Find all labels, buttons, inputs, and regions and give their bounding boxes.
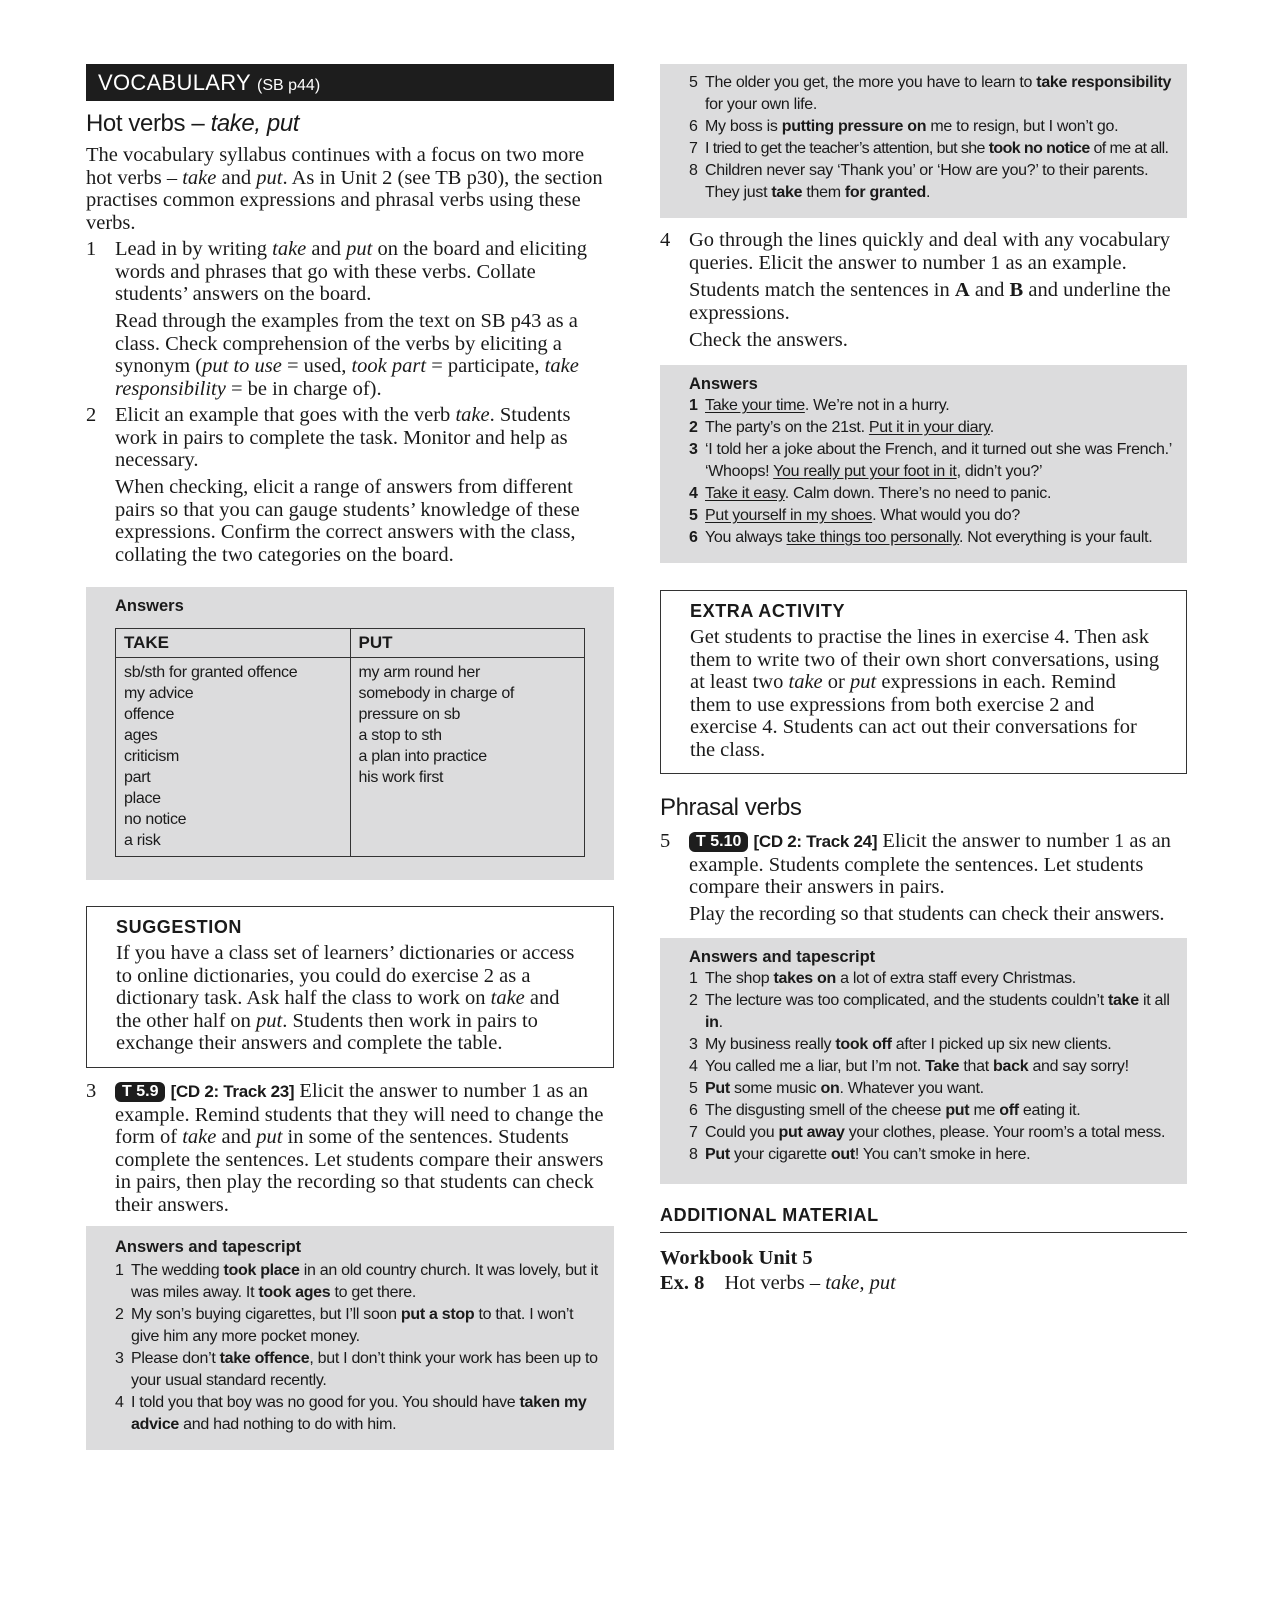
list-item: my advice bbox=[124, 685, 194, 702]
step4-paragraph-1: Go through the lines quickly and deal with any vocabulary queries. Elicit the answer to number 1 as an example. bbox=[689, 229, 1171, 274]
list-item: somebody in charge of bbox=[358, 685, 515, 702]
answers-list-4 bbox=[689, 395, 1177, 549]
step-number-5: 5 bbox=[660, 830, 671, 852]
step4-paragraph-2: Students match the sentences in A and B and underline the expressions. bbox=[689, 279, 1171, 324]
list-item: 6 The disgusting smell of the cheese put me off eating it. bbox=[689, 1102, 1081, 1119]
list-item: 5 The older you get, the more you have to learn to take responsibility for your own life. bbox=[689, 74, 1172, 113]
tapescript-list-1 bbox=[115, 1260, 600, 1436]
list-item: 8 Children never say ‘Thank you’ or ‘How are you?’ to their parents. They just take them for granted. bbox=[689, 162, 1149, 201]
cd-track-label: [CD 2: Track 23] bbox=[170, 1082, 295, 1101]
banner-title: VOCABULARY bbox=[98, 70, 251, 95]
step1-paragraph-1: Lead in by writing take and put on the board and eliciting words and phrases that go with these verbs. Collate students’ answers on the board. bbox=[115, 238, 587, 305]
put-column bbox=[350, 658, 585, 857]
list-item: offence bbox=[124, 706, 175, 723]
suggestion-text: If you have a class set of learners’ dictionaries or access to online dictionaries, you could do exercise 2 as a dictionary task. Ask half the class to work on take and the other half on put. Students then work in pairs to exchange their answers and complete the table. bbox=[116, 942, 575, 1054]
section-heading bbox=[86, 110, 299, 138]
tapescript-panel-1-continued bbox=[660, 64, 1187, 218]
section-banner bbox=[86, 64, 614, 101]
take-header: TAKE bbox=[116, 629, 351, 658]
list-item: 4 I told you that boy was no good for you. You should have taken my advice and had nothing to do with him. bbox=[115, 1394, 587, 1433]
suggestion-box bbox=[86, 906, 614, 1068]
track-tag[interactable]: T 5.10 bbox=[689, 832, 748, 852]
list-item: place bbox=[124, 790, 161, 807]
tapescript-panel-5 bbox=[660, 938, 1187, 1184]
list-item: 4 Take it easy. Calm down. There’s no need to panic. bbox=[689, 485, 1052, 502]
list-item: sb/sth for granted offence bbox=[124, 664, 298, 681]
list-item: 6 My boss is putting pressure on me to resign, but I won’t go. bbox=[689, 118, 1119, 135]
list-item: my arm round her bbox=[358, 664, 480, 681]
list-item: 4 You called me a liar, but I’m not. Take that back and say sorry! bbox=[689, 1058, 1129, 1075]
intro-paragraph: The vocabulary syllabus continues with a focus on two more hot verbs – take and put. As in Unit 2 (see TB p30), the section practises common expressions and phrasal verbs using these verbs. bbox=[86, 144, 603, 234]
list-item: 7 I tried to get the teacher’s attention, but she took no notice of me at all. bbox=[689, 140, 1169, 157]
list-item: ages bbox=[124, 727, 158, 744]
step-number-1: 1 bbox=[86, 238, 97, 260]
list-item: 2 The party’s on the 21st. Put it in your diary. bbox=[689, 419, 994, 436]
list-item: 1 The shop takes on a lot of extra staff every Christmas. bbox=[689, 970, 1076, 987]
list-item: criticism bbox=[124, 748, 180, 765]
tapescript-title: Answers and tapescript bbox=[115, 1238, 302, 1256]
put-header: PUT bbox=[350, 629, 585, 658]
step5-paragraph-2: Play the recording so that students can check their answers. bbox=[689, 903, 1165, 925]
cd-track-label: [CD 2: Track 24] bbox=[753, 832, 878, 851]
step-number-2: 2 bbox=[86, 404, 97, 426]
suggestion-title: SUGGESTION bbox=[116, 917, 243, 937]
workbook-reference: Workbook Unit 5 bbox=[660, 1247, 813, 1269]
exercise-reference: Ex. 8 Hot verbs – take, put bbox=[660, 1272, 896, 1294]
step2-paragraph-2: When checking, elicit a range of answers from different pairs so that you can gauge students’ knowledge of these expressions. Confirm the correct answers with the class, collating the two categories on the board. bbox=[115, 476, 580, 566]
list-item: pressure on sb bbox=[358, 706, 461, 723]
step-number-4: 4 bbox=[660, 229, 671, 251]
list-item: 5 Put yourself in my shoes. What would you do? bbox=[689, 507, 1020, 524]
answers-panel-4 bbox=[660, 365, 1187, 563]
tapescript-panel-1 bbox=[86, 1226, 614, 1450]
track-tag[interactable]: T 5.9 bbox=[115, 1082, 165, 1102]
tapescript-list-1-continued bbox=[689, 72, 1177, 204]
list-item: 2 The lecture was too complicated, and the students couldn’t take it all in. bbox=[689, 992, 1170, 1031]
answers-table-panel bbox=[86, 587, 614, 880]
banner-ref: (SB p44) bbox=[257, 77, 321, 94]
step1-paragraph-2: Read through the examples from the text on SB p43 as a class. Check comprehension of the verbs by eliciting a synonym (put to use = used, took part = participate, take responsibility = be in charge of). bbox=[115, 310, 579, 400]
step5-paragraph-1: T 5.10 [CD 2: Track 24] Elicit the answer to number 1 as an example. Students complete the sentences. Let students compare their answers in pairs. bbox=[689, 830, 1171, 898]
list-item: part bbox=[124, 769, 151, 786]
take-put-table bbox=[115, 628, 585, 857]
list-item: 8 Put your cigarette out! You can’t smoke in here. bbox=[689, 1146, 1031, 1163]
list-item: his work first bbox=[358, 769, 444, 786]
step3-paragraph: T 5.9 [CD 2: Track 23] Elicit the answer to number 1 as an example. Remind students that they will need to change the form of take and put in some of the sentences. Students complete the sentences. Let students compare their answers in pairs, then play the recording so that students can check their answers. bbox=[115, 1080, 604, 1216]
list-item: 3 Please don’t take offence, but I don’t think your work has been up to your usual standard recently. bbox=[115, 1350, 598, 1389]
list-item: 2 My son’s buying cigarettes, but I’ll soon put a stop to that. I won’t give him any more pocket money. bbox=[115, 1306, 574, 1345]
list-item: 3 ‘I told her a joke about the French, and it turned out she was French.’ ‘Whoops! You really put your foot in it, didn’t you?’ bbox=[689, 441, 1172, 480]
phrasal-verbs-heading: Phrasal verbs bbox=[660, 794, 802, 821]
heading-italic: take, put bbox=[210, 110, 300, 137]
list-item: a plan into practice bbox=[358, 748, 487, 765]
heading-text: Hot verbs – bbox=[86, 110, 211, 137]
step4-paragraph-3: Check the answers. bbox=[689, 329, 848, 351]
list-item: a stop to sth bbox=[358, 727, 442, 744]
tapescript-list-5 bbox=[689, 968, 1177, 1166]
take-column bbox=[116, 658, 351, 857]
list-item: 3 My business really took off after I picked up six new clients. bbox=[689, 1036, 1112, 1053]
list-item: a risk bbox=[124, 832, 161, 849]
list-item: 6 You always take things too personally. Not everything is your fault. bbox=[689, 529, 1153, 546]
additional-material-title: ADDITIONAL MATERIAL bbox=[660, 1205, 1187, 1233]
answers-title: Answers bbox=[689, 375, 758, 393]
step-number-3: 3 bbox=[86, 1080, 97, 1102]
answers-title: Answers bbox=[115, 597, 184, 615]
tapescript-title: Answers and tapescript bbox=[689, 948, 876, 966]
list-item: 1 The wedding took place in an old country church. It was lovely, but it was miles away. It took ages to get there. bbox=[115, 1262, 598, 1301]
extra-activity-title: EXTRA ACTIVITY bbox=[690, 601, 846, 621]
list-item: 7 Could you put away your clothes, please. Your room’s a total mess. bbox=[689, 1124, 1166, 1141]
step2-paragraph-1: Elicit an example that goes with the verb take. Students work in pairs to complete the task. Monitor and help as necessary. bbox=[115, 404, 571, 471]
list-item: 1 Take your time. We’re not in a hurry. bbox=[689, 397, 950, 414]
extra-activity-text: Get students to practise the lines in exercise 4. Then ask them to write two of their own short conversations, using at least two take or put expressions in each. Remind them to use expressions from both exercise 2 and exercise 4. Students can act out their conversations for the class. bbox=[690, 626, 1160, 761]
list-item: 5 Put some music on. Whatever you want. bbox=[689, 1080, 984, 1097]
list-item: no notice bbox=[124, 811, 187, 828]
extra-activity-box bbox=[660, 590, 1187, 774]
